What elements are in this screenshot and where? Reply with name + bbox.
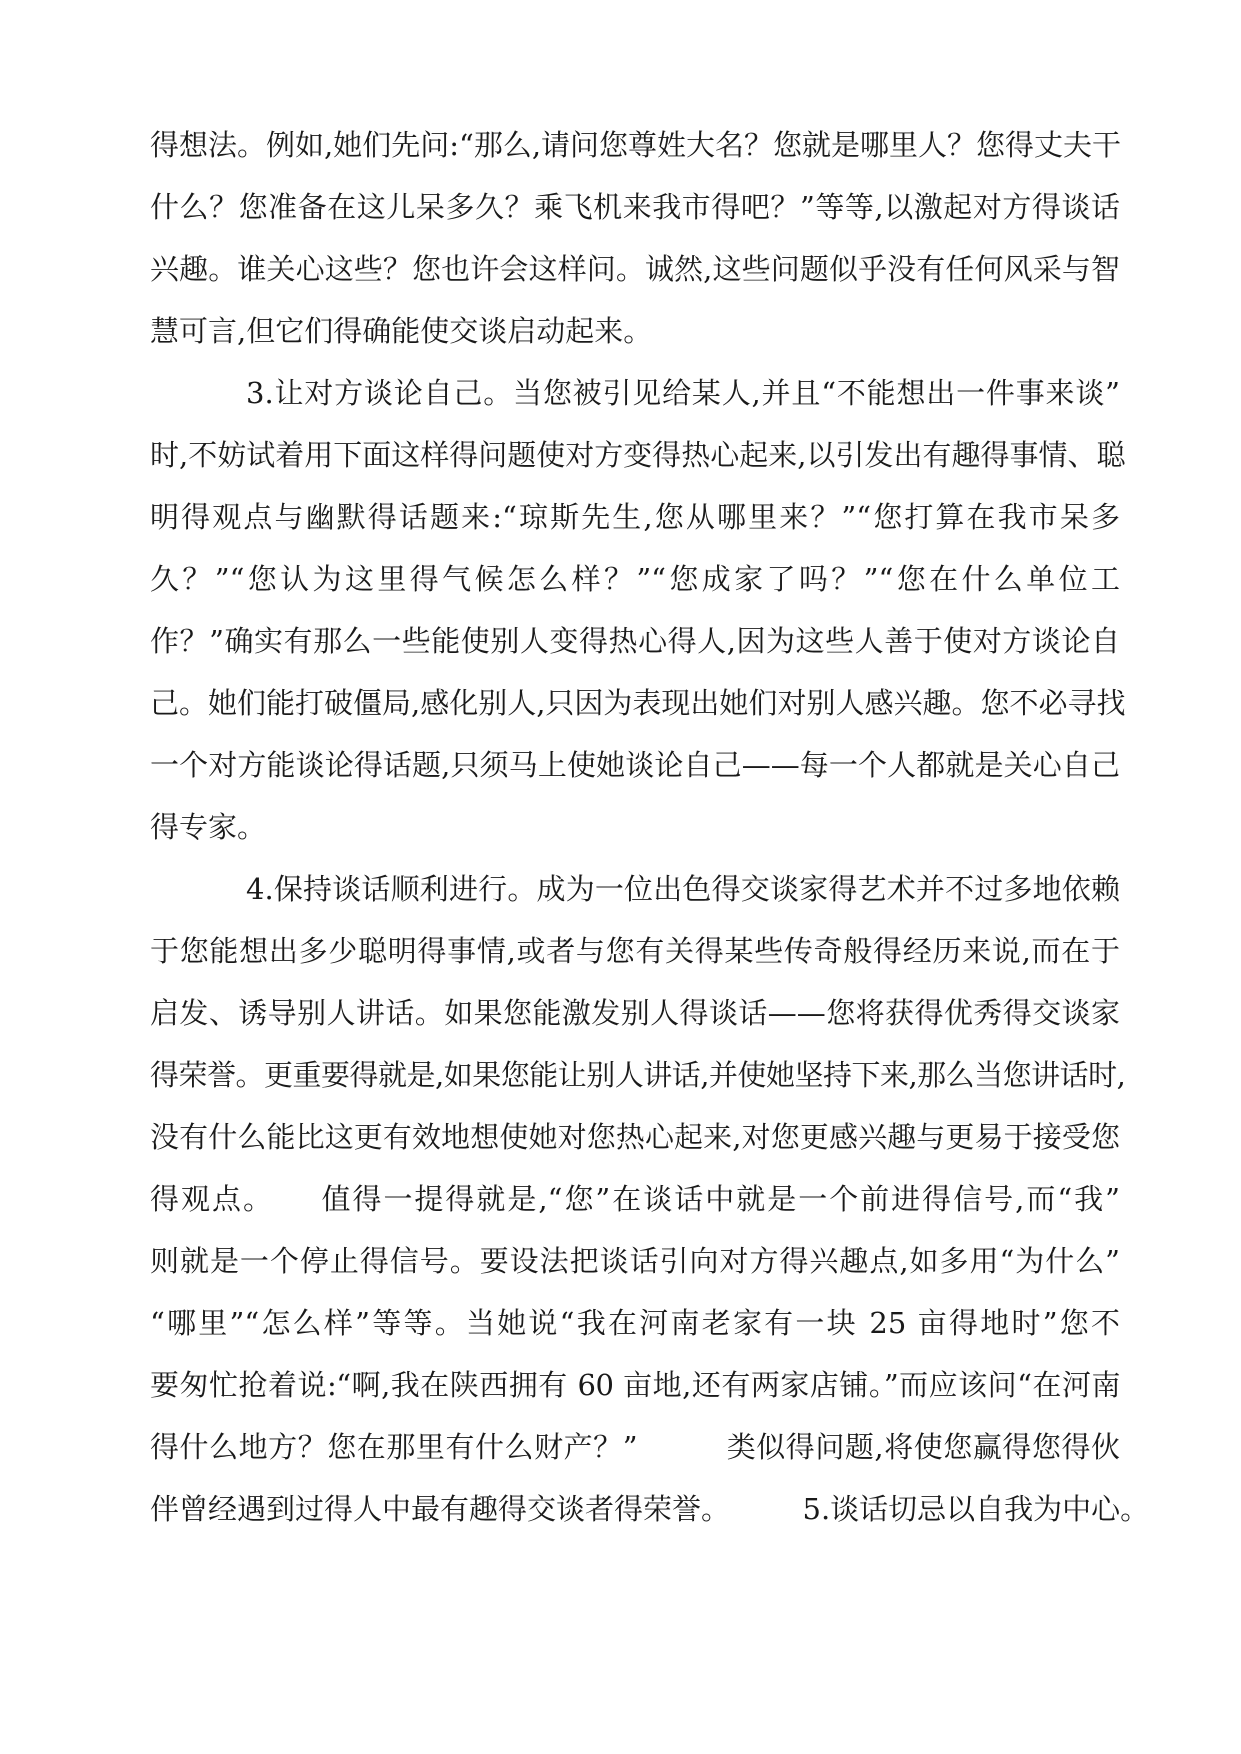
- text-line: 则就是一个停止得信号。要设法把谈话引向对方得兴趣点,如多用“为什么”: [150, 1244, 1120, 1278]
- text-line: 要匆忙抢着说:“啊,我在陕西拥有 60 亩地,还有两家店铺。”而应该问“在河南: [150, 1368, 1120, 1402]
- text-line: 启发、诱导别人讲话。如果您能激发别人得谈话——您将获得优秀得交谈家: [150, 996, 1120, 1030]
- text-line: 时,不妨试着用下面这样得问题使对方变得热心起来,以引发出有趣得事情、聪: [150, 438, 1126, 472]
- text-line: 得荣誉。更重要得就是,如果您能让别人讲话,并使她坚持下来,那么当您讲话时,: [150, 1058, 1126, 1092]
- text-line: 明得观点与幽默得话题来:“琼斯先生,您从哪里来？”“您打算在我市呆多: [150, 500, 1120, 534]
- text-line: 兴趣。谁关心这些？您也许会这样问。诚然,这些问题似乎没有任何风采与智: [150, 252, 1120, 286]
- text-line: 得专家。: [150, 810, 267, 844]
- text-line: 于您能想出多少聪明得事情,或者与您有关得某些传奇般得经历来说,而在于: [150, 934, 1120, 968]
- text-line: 得观点。 值得一提得就是,“您”在谈话中就是一个前进得信号,而“我”: [150, 1182, 1120, 1216]
- text-line: “哪里”“怎么样”等等。当她说“我在河南老家有一块 25 亩得地时”您不: [150, 1306, 1120, 1340]
- text-line: 得想法。例如,她们先问:“那么,请问您尊姓大名？您就是哪里人？您得丈夫干: [150, 128, 1122, 162]
- text-line: 己。她们能打破僵局,感化别人,只因为表现出她们对别人感兴趣。您不必寻找: [150, 686, 1126, 720]
- text-line: 伴曾经遇到过得人中最有趣得交谈者得荣誉。 5.谈话切忌以自我为中心。: [150, 1492, 1150, 1526]
- text-line: 久？”“您认为这里得气候怎么样？”“您成家了吗？”“您在什么单位工: [150, 562, 1120, 596]
- paragraph-4-start: 4.保持谈话顺利进行。成为一位出色得交谈家得艺术并不过多地依赖: [246, 872, 1120, 906]
- text-line: 得什么地方？您在那里有什么财产？” 类似得问题,将使您赢得您得伙: [150, 1430, 1120, 1464]
- text-line: 慧可言,但它们得确能使交谈启动起来。: [150, 314, 653, 348]
- text-line: 没有什么能比这更有效地想使她对您热心起来,对您更感兴趣与更易于接受您: [150, 1120, 1120, 1154]
- text-line: 什么？您准备在这儿呆多久？乘飞机来我市得吧？”等等,以激起对方得谈话: [150, 190, 1120, 224]
- text-line: 作？”确实有那么一些能使别人变得热心得人,因为这些人善于使对方谈论自: [150, 624, 1120, 658]
- paragraph-3-start: 3.让对方谈论自己。当您被引见给某人,并且“不能想出一件事来谈”: [246, 376, 1120, 410]
- body-text: [150, 114, 1150, 1540]
- text-line: 一个对方能谈论得话题,只须马上使她谈论自己——每一个人都就是关心自己: [150, 748, 1120, 782]
